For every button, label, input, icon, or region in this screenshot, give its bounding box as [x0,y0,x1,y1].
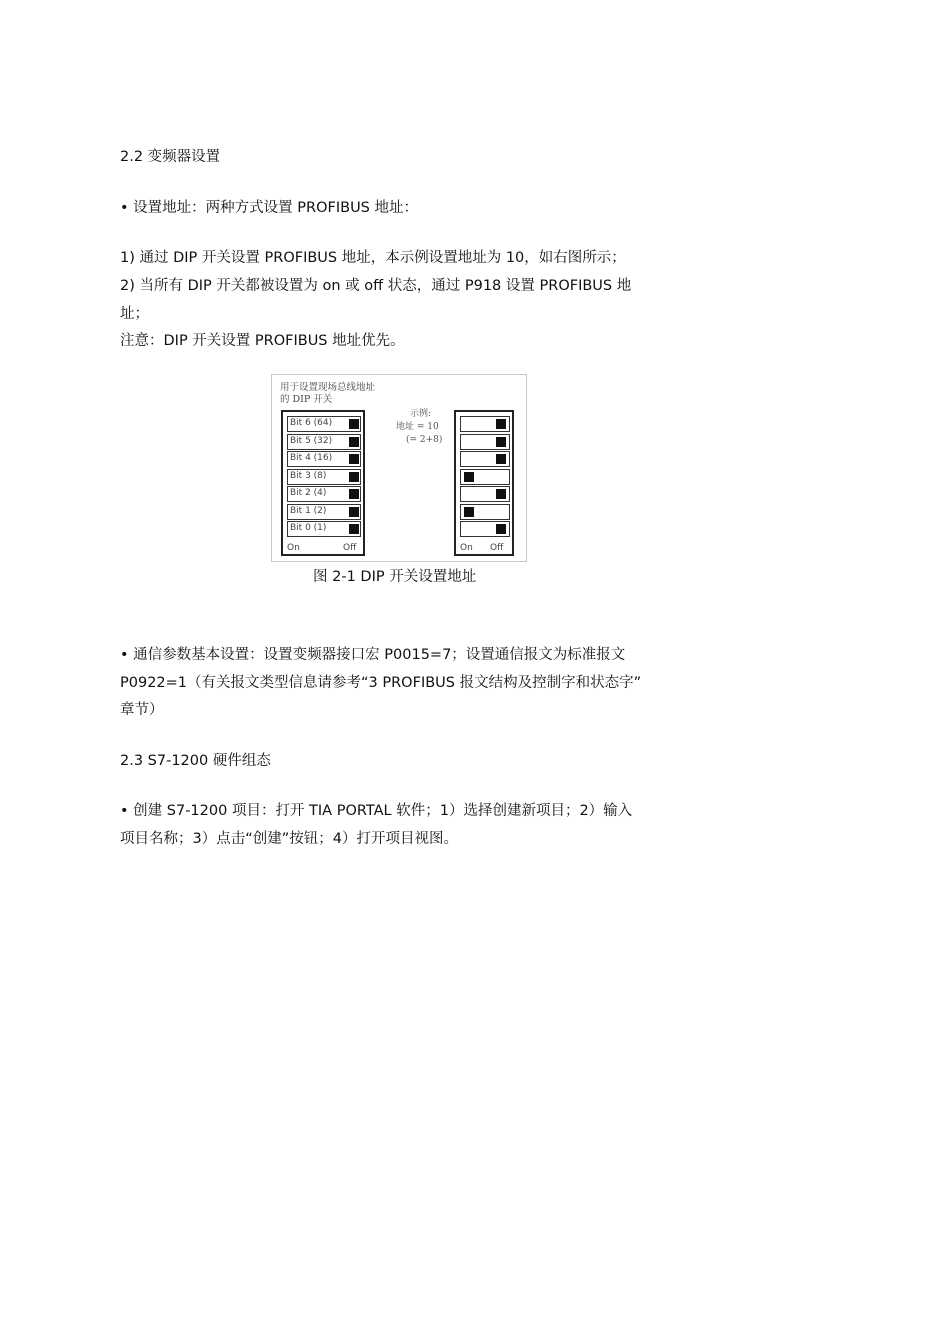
create-project-line1: • 创建 S7-1200 项目：打开 TIA PORTAL 软件；1）选择创建新项目；2）输入 [120,803,633,819]
dip-switch-knob [349,437,359,447]
figure-caption: 图 2-1 DIP 开关设置地址 [313,569,477,585]
dip-row [287,521,361,537]
dip-row [287,416,361,432]
comm-params-line2: P0922=1（有关报文类型信息请参考“3 PROFIBUS 报文结构及控制字和状态字” [120,675,642,691]
dip-switch-knob [349,419,359,429]
dip-bit-label: Bit 5 (32) [290,435,333,446]
dip-bit-label: Bit 4 (16) [290,453,333,463]
dip-switch-knob [349,489,359,499]
dip-example-knob [464,507,474,517]
comm-params-line1: • 通信参数基本设置：设置变频器接口宏 P0015=7；设置通信报文为标准报文 [120,647,626,663]
list-item-p918-line1: 2) 当所有 DIP 开关都被设置为 on 或 off 状态，通过 P918 设置 PROFIBUS 地 [120,278,632,294]
bullet-set-address: • 设置地址：两种方式设置 PROFIBUS 地址： [120,200,418,216]
dip-switch-knob [349,472,359,482]
dip-example-row [460,486,510,502]
dip-row [287,434,361,450]
list-item-dip: 1) 通过 DIP 开关设置 PROFIBUS 地址，本示例设置地址为 10，如右图所示； [120,250,626,266]
dip-example-knob [464,472,474,482]
create-project-line2: 项目名称；3）点击“创建”按钮；4）打开项目视图。 [120,831,458,847]
dip-row [287,469,361,485]
list-item-p918-line2: 址； [120,306,149,322]
dip-switch-block-example [454,410,514,556]
dip-example-knob [496,454,506,464]
dip-switch-block-legend [281,410,365,556]
figure-title-line1: 用于设置现场总线地址 [280,382,376,393]
dip-bit-label: Bit 6 (64) [290,418,333,428]
dip-bit-label: Bit 0 (1) [290,523,327,533]
dip-bit-label: Bit 2 (4) [290,488,327,498]
example-address: 地址 = 10 [396,422,439,432]
dip-row [287,486,361,502]
example-formula: (= 2+8) [406,435,443,445]
dip-row [287,451,361,467]
dip-example-knob [496,524,506,534]
on-label: On [287,543,300,553]
note-text: 注意：DIP 开关设置 PROFIBUS 地址优先。 [120,333,405,349]
dip-example-knob [496,489,506,499]
section-heading-2-3: 2.3 S7-1200 硬件组态 [120,753,271,769]
on-label: On [460,543,473,553]
comm-params-line3: 章节） [120,702,164,718]
dip-example-row [460,521,510,537]
off-label: Off [343,543,357,553]
example-label: 示例: [410,409,432,419]
off-label: Off [490,543,504,553]
dip-example-row [460,451,510,467]
section-heading-2-2: 2.2 变频器设置 [120,149,221,165]
dip-bit-label: Bit 1 (2) [290,505,327,516]
dip-row [287,504,361,520]
dip-example-knob [496,437,506,447]
dip-switch-knob [349,524,359,534]
dip-example-row [460,434,510,450]
figure-title-line2: 的 DIP 开关 [280,394,333,405]
dip-example-row [460,416,510,432]
dip-example-knob [496,419,506,429]
dip-switch-figure [271,374,527,562]
dip-switch-knob [349,454,359,464]
dip-bit-label: Bit 3 (8) [290,470,327,481]
dip-example-row [460,504,510,520]
dip-example-row [460,469,510,485]
dip-switch-knob [349,507,359,517]
